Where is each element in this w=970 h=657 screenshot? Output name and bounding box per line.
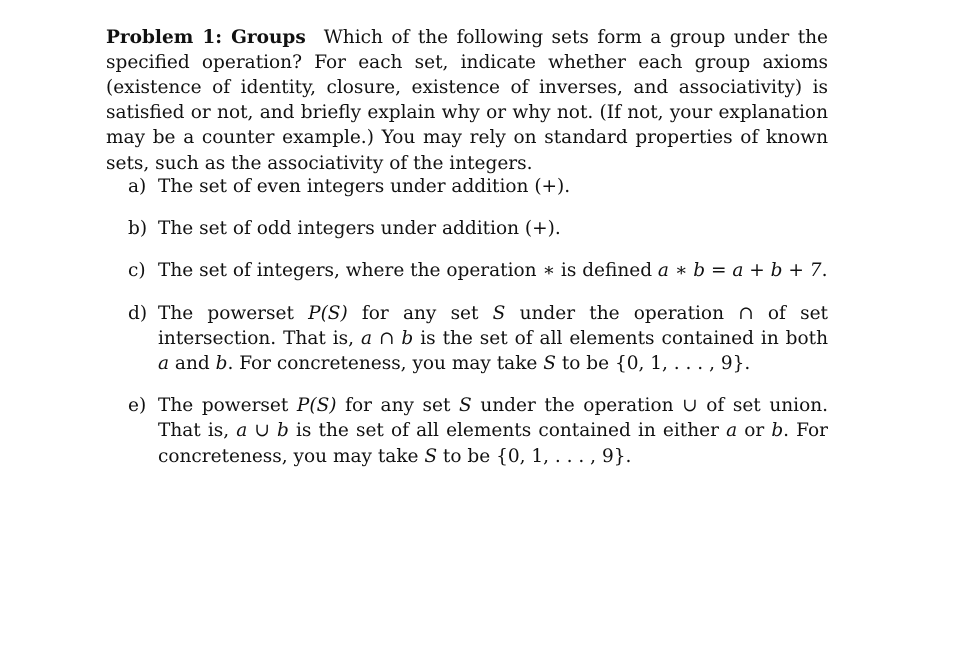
text-segment: is the set of all elements contained in both: [413, 327, 829, 349]
list-item-a: [128, 174, 828, 199]
text-segment: The set of integers, where the operation: [158, 260, 543, 282]
text-segment: under the operation ∩ of set intersection. That is,: [158, 302, 828, 349]
item-text: The set of odd integers under addition (+).: [158, 218, 561, 240]
item-text: The set of even integers under addition (+).: [158, 176, 571, 197]
math-set-s: S: [543, 353, 556, 375]
math-var-a: a: [158, 353, 170, 375]
text-segment: to be: [437, 445, 497, 467]
item-marker: d): [128, 302, 148, 324]
text-segment: or: [737, 420, 772, 442]
text-segment: under the operation ∪ of set union. That is,: [158, 395, 828, 442]
text-segment: to be: [555, 353, 615, 375]
text-segment: is defined: [555, 260, 658, 282]
math-var-b: b: [215, 353, 228, 375]
math-set-s: S: [459, 395, 472, 417]
math-powerset: P(S): [308, 302, 348, 324]
item-marker: c): [128, 260, 146, 282]
text-segment: The powerset: [158, 302, 309, 324]
problem-body: Which of the following sets form a group under the specified operation? For each set, indicate whether each group axioms (existence of identity, closure, existence of inverses, and associativity) is satisfied or not, and briefly explain why or why not. (If not, your explanation may be a counter example.) You may rely on standard properties of known sets, such as the associativity of the integers.: [106, 26, 828, 174]
item-marker: b): [128, 218, 148, 240]
text-segment: for any set: [336, 395, 460, 417]
math-var-a: a: [726, 420, 738, 442]
text-segment: for any set: [347, 302, 493, 324]
list-item-e: [128, 393, 828, 469]
operator-symbol: ∗: [542, 260, 556, 282]
text-segment: and: [169, 353, 216, 375]
list-item-b: [128, 216, 828, 241]
math-set-literal: {0, 1, . . . , 9}: [496, 445, 626, 467]
problem-title: Problem 1: Groups: [106, 26, 306, 48]
list-item-d: [128, 301, 828, 377]
text-segment: . For concreteness, you may take: [227, 353, 544, 375]
problem-statement: [106, 25, 828, 176]
math-formula: a ∗ b = a + b + 7: [657, 260, 822, 282]
math-set-literal: {0, 1, . . . , 9}: [614, 353, 745, 375]
text-segment: .: [744, 353, 751, 375]
problem-items-list: [128, 174, 828, 486]
text-segment: .: [821, 260, 828, 282]
item-text: [158, 303, 828, 374]
text-segment: . For concreteness, you may take: [158, 420, 828, 467]
text-segment: is the set of all elements contained in either: [288, 420, 727, 442]
item-text: [158, 260, 827, 281]
math-expression: a ∪ b: [236, 420, 289, 442]
item-marker: e): [128, 395, 147, 417]
text-segment: The powerset: [158, 395, 297, 417]
text-segment: .: [625, 445, 632, 467]
item-marker: a): [128, 176, 147, 197]
math-var-b: b: [771, 420, 784, 442]
math-set-s: S: [424, 445, 438, 467]
item-text: [158, 395, 828, 466]
math-powerset: P(S): [296, 395, 337, 417]
math-expression: a ∩ b: [361, 327, 414, 349]
list-item-c: [128, 258, 828, 283]
math-set-s: S: [492, 302, 506, 324]
